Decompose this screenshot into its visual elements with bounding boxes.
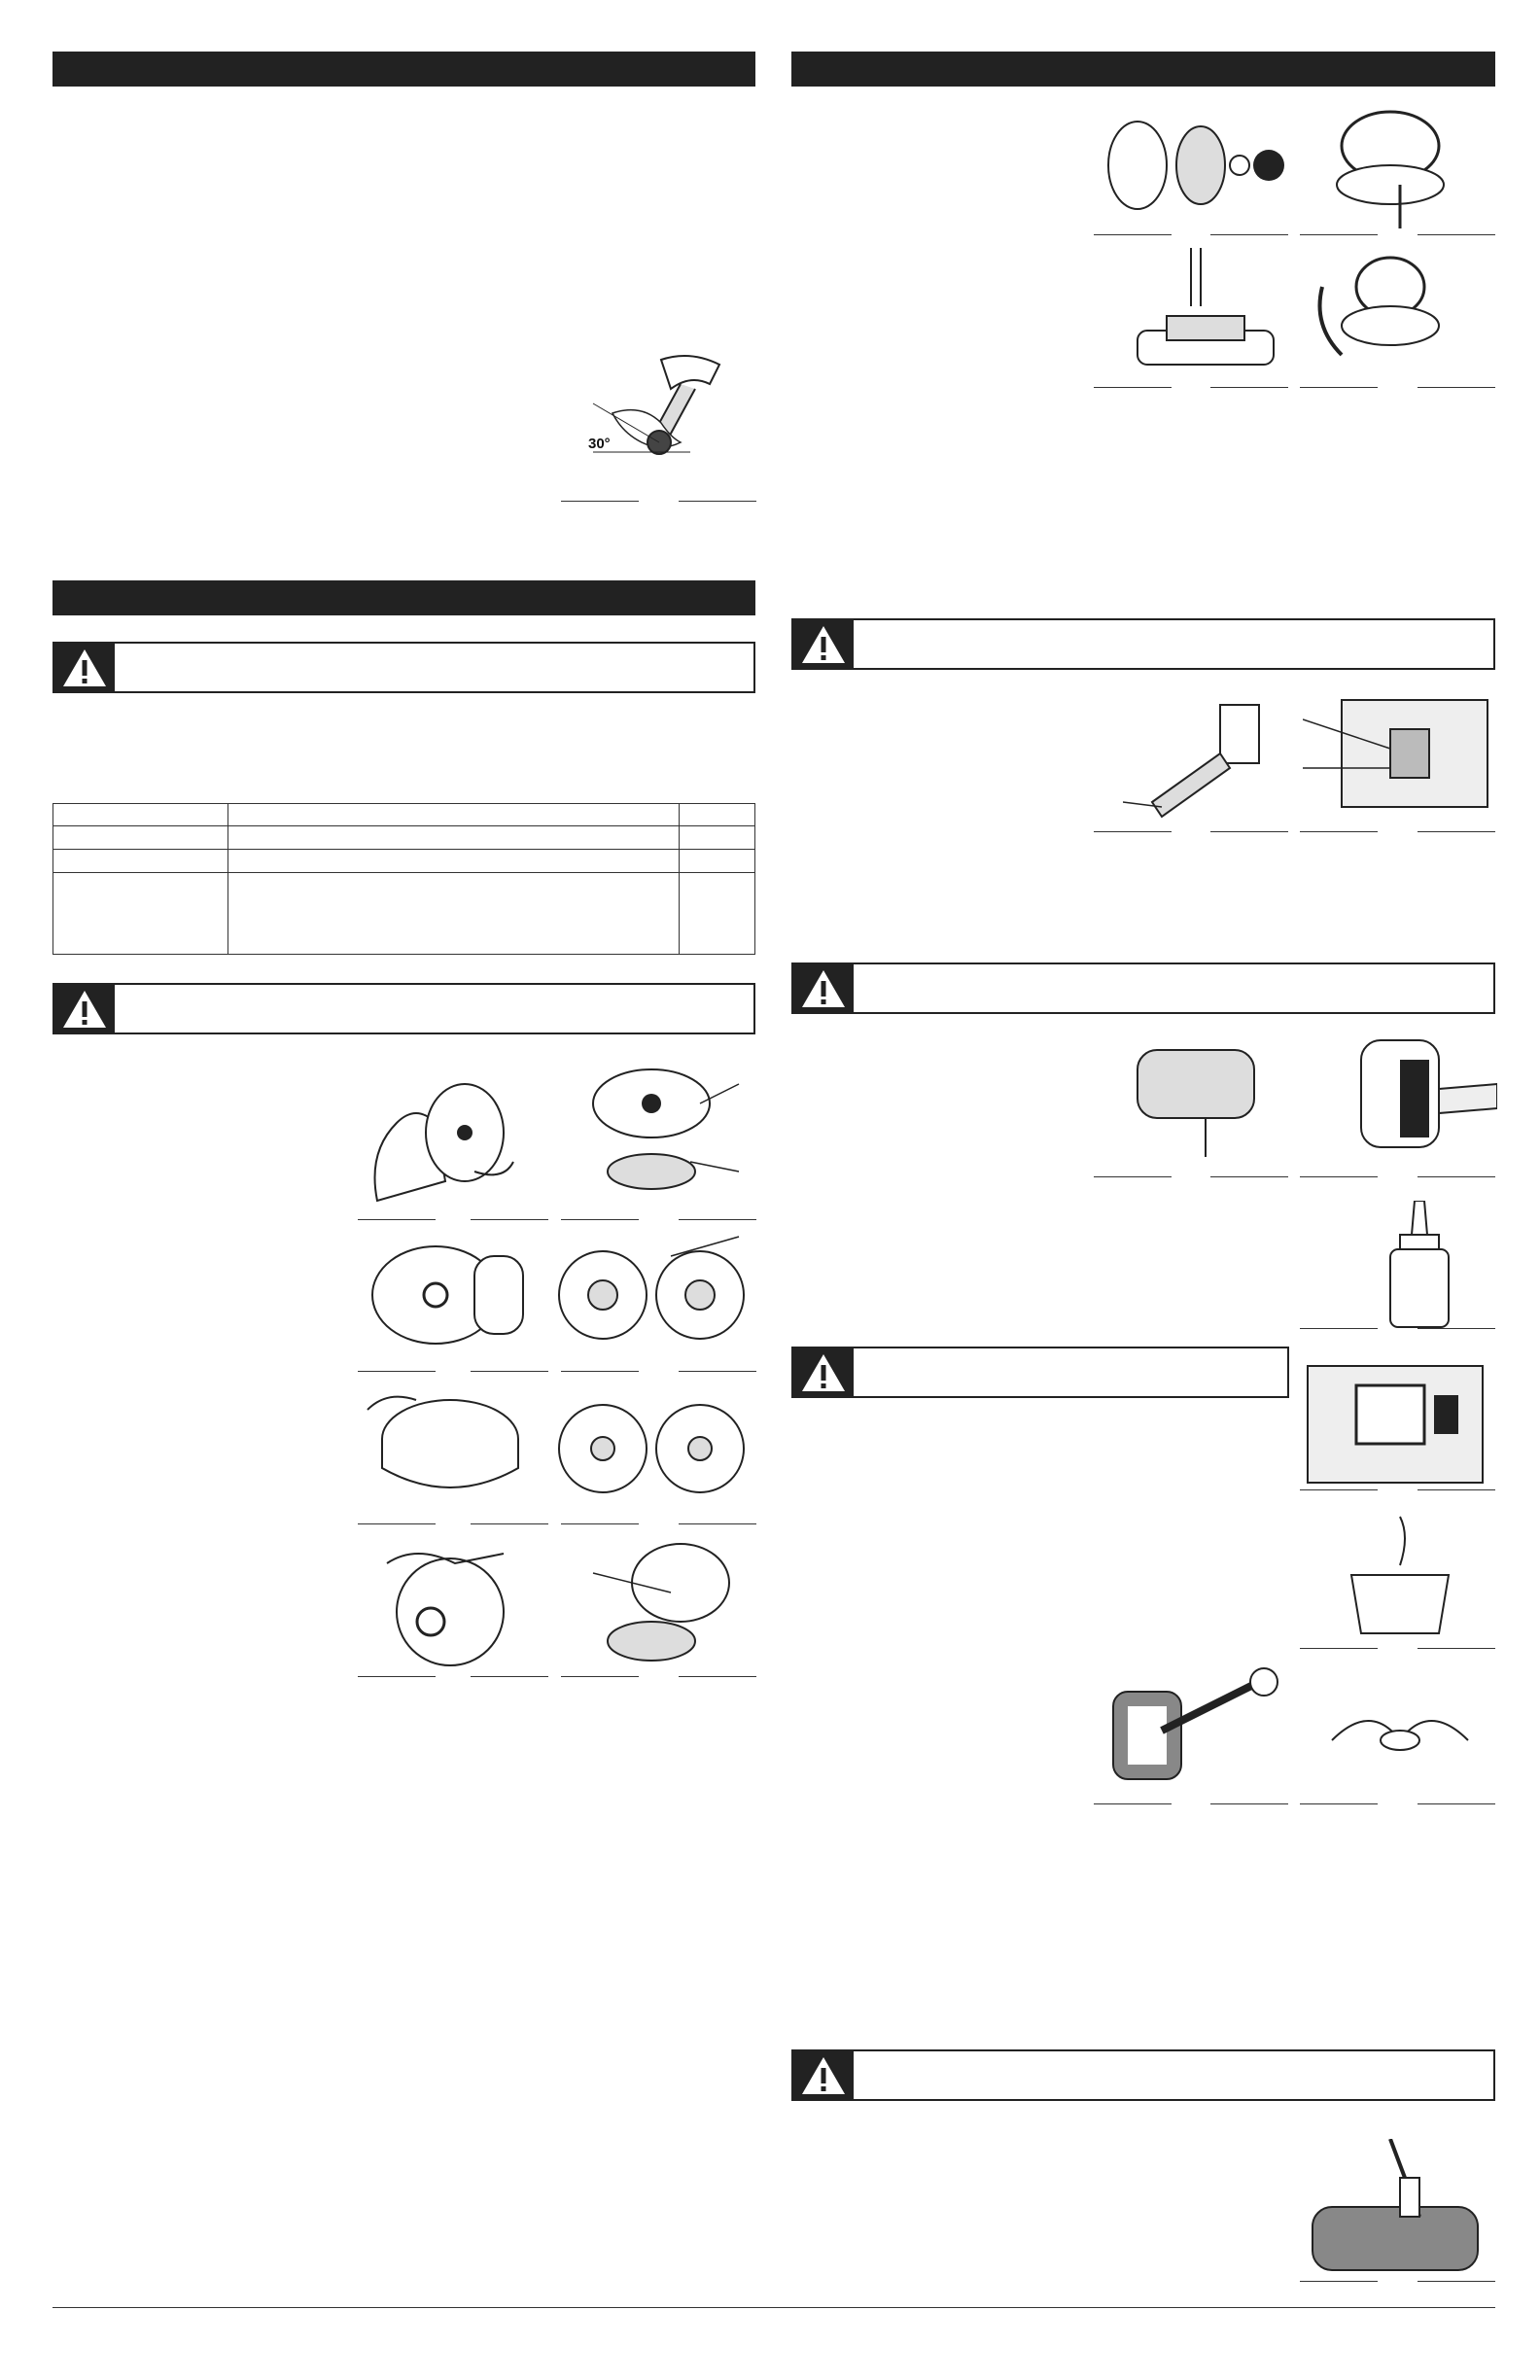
figure-caption-rule: [1094, 1176, 1172, 1177]
spool-winding-illustration: [358, 1534, 542, 1670]
figure-caption-rule: [1300, 1489, 1378, 1490]
figure-caption-rule: [1300, 1328, 1378, 1329]
figure-caption-rule: [1300, 2281, 1378, 2282]
spool-removal-illustration: [358, 1065, 542, 1210]
figure-caption-rule: [1418, 2281, 1495, 2282]
oil-bottle-illustration: [1361, 1201, 1478, 1332]
figure-caption-rule: [1418, 1176, 1495, 1177]
figure-caption-rule: [1418, 1328, 1495, 1329]
section-header-bar: [52, 52, 755, 87]
filter-oiling-illustration: [1303, 1662, 1497, 1799]
warning-triangle-icon: [793, 620, 854, 668]
figure-caption-rule: [1418, 234, 1495, 235]
figure-caption-rule: [1094, 831, 1172, 832]
maintenance-table: [52, 803, 755, 955]
warning-triangle-icon: [793, 1348, 854, 1396]
figure-caption-rule: [1418, 1648, 1495, 1649]
figure-caption-rule: [1210, 234, 1288, 235]
spool-insert-illustration: [358, 1227, 542, 1363]
figure-caption-rule: [679, 1371, 756, 1372]
warning-box: [52, 983, 755, 1034]
engine-spark-plug-location-illustration: [1303, 690, 1497, 822]
figure-caption-rule: [1094, 1803, 1172, 1804]
figure-caption-rule: [1300, 387, 1378, 388]
head-winding-illustration: [1303, 248, 1497, 379]
trimmer-angle-illustration: [574, 345, 749, 472]
figure-caption-rule: [679, 1219, 756, 1220]
filter-wash-illustration: [1332, 1507, 1468, 1643]
figure-caption-rule: [1418, 1489, 1495, 1490]
figure-caption-rule: [679, 1523, 756, 1524]
figure-caption-rule: [1300, 1803, 1378, 1804]
spool-reassembly-illustration: [554, 1534, 749, 1670]
figure-caption-rule: [471, 1676, 548, 1677]
section-header-bar: [52, 580, 755, 615]
figure-caption-rule: [1210, 1803, 1288, 1804]
spool-line-winding-illustration: [554, 1227, 749, 1363]
filter-cleaning-illustration: [1094, 1662, 1293, 1799]
trimmer-head-exploded-illustration: [1094, 107, 1298, 224]
engine-tilt-illustration: [1118, 1031, 1293, 1157]
warning-box: [791, 962, 1495, 1014]
figure-caption-rule: [1210, 387, 1288, 388]
figure-caption-rule: [471, 1219, 548, 1220]
figure-caption-rule: [471, 1371, 548, 1372]
warning-triangle-icon: [793, 2051, 854, 2099]
figure-caption-rule: [1210, 1176, 1288, 1177]
figure-caption-rule: [1094, 234, 1172, 235]
warning-triangle-icon: [54, 985, 115, 1032]
figure-caption-rule: [1418, 1803, 1495, 1804]
air-filter-cover-illustration: [1298, 1356, 1492, 1488]
figure-caption-rule: [1300, 1648, 1378, 1649]
spool-threading-illustration: [554, 1381, 749, 1517]
figure-caption-rule: [1300, 234, 1378, 235]
figure-caption-rule: [561, 501, 639, 502]
figure-caption-rule: [561, 1371, 639, 1372]
figure-caption-rule: [358, 1676, 436, 1677]
figure-caption-rule: [471, 1523, 548, 1524]
muffler-screwdriver-illustration: [1303, 2139, 1497, 2275]
trimmer-head-assembled-illustration: [1303, 97, 1497, 228]
figure-caption-rule: [1418, 831, 1495, 832]
figure-caption-rule: [1094, 387, 1172, 388]
figure-caption-rule: [1210, 831, 1288, 832]
warning-box: [791, 2049, 1495, 2101]
figure-caption-rule: [679, 1676, 756, 1677]
warning-box: [52, 642, 755, 693]
figure-caption-rule: [1300, 1176, 1378, 1177]
figure-caption-rule: [679, 501, 756, 502]
spark-plug-illustration: [1123, 695, 1298, 822]
figure-caption-rule: [358, 1219, 436, 1220]
figure-caption-rule: [1300, 831, 1378, 832]
figure-caption-rule: [358, 1523, 436, 1524]
angle-label: 30°: [588, 436, 611, 452]
spool-parts-illustration: [544, 1065, 749, 1210]
spool-cover-illustration: [358, 1381, 542, 1517]
warning-box: [791, 1347, 1289, 1398]
figure-caption-rule: [561, 1523, 639, 1524]
figure-caption-rule: [1418, 387, 1495, 388]
engine-side-illustration: [1303, 1031, 1497, 1162]
line-threading-illustration: [1118, 248, 1293, 379]
figure-caption-rule: [358, 1371, 436, 1372]
warning-box: [791, 618, 1495, 670]
footer-rule: [52, 2307, 1495, 2308]
figure-caption-rule: [561, 1676, 639, 1677]
section-header-bar: [791, 52, 1495, 87]
warning-triangle-icon: [54, 644, 115, 691]
figure-caption-rule: [561, 1219, 639, 1220]
warning-triangle-icon: [793, 964, 854, 1012]
